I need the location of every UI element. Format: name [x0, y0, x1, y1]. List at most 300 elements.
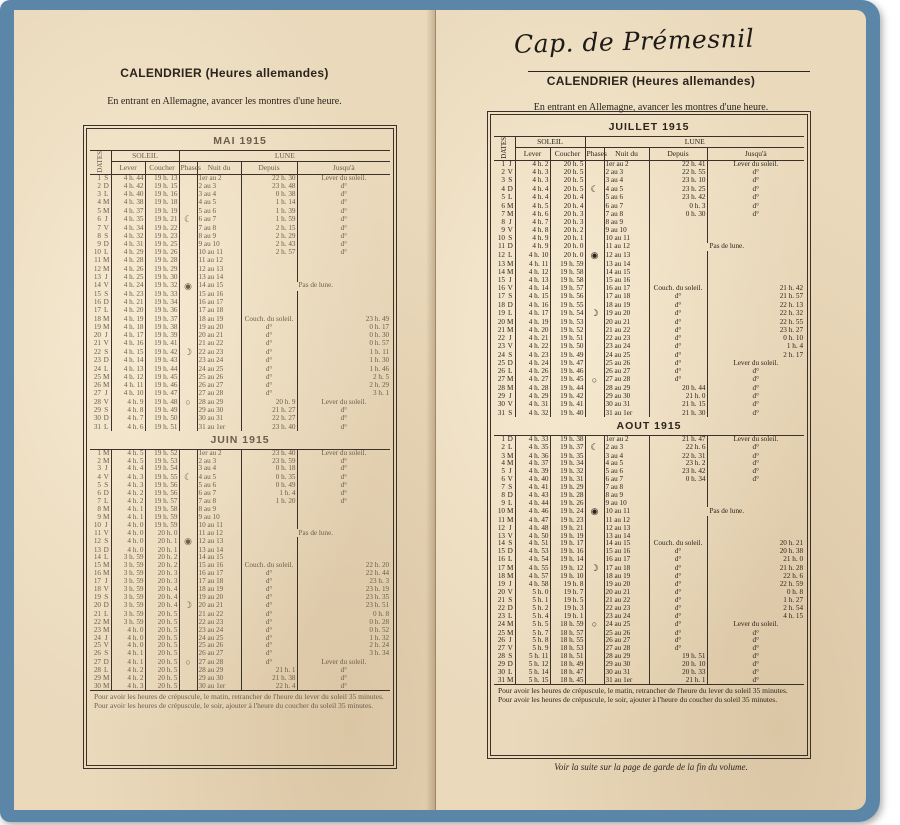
weekday-letter: V — [103, 281, 109, 290]
sunset-time: 19 h. 52 — [550, 326, 585, 334]
calendar-row — [90, 465, 390, 473]
moon-until: d° — [707, 476, 804, 484]
date-number: 4 — [97, 472, 101, 481]
moon-phase-icon — [179, 241, 197, 249]
moon-from — [241, 537, 297, 546]
sunset-time: 20 h. 2 — [145, 562, 179, 570]
night-of: 23 au 24 — [604, 612, 649, 620]
moon-phase-icon — [179, 586, 197, 594]
sunset-time: 19 h. 41 — [550, 401, 585, 409]
night-of: 25 au 26 — [604, 629, 649, 637]
moon-until — [297, 514, 390, 522]
sunrise-time: 5 h. 1 — [515, 596, 550, 604]
date-number: 23 — [497, 611, 505, 620]
moon-phase-icon — [585, 629, 604, 637]
weekday-letter: L — [104, 248, 109, 257]
moon-from: 21 h. 1 — [649, 677, 707, 685]
sunset-time: 20 h. 3 — [145, 578, 179, 586]
night-of: 12 au 13 — [197, 537, 241, 546]
moon-until: 0 h. 8 — [707, 589, 804, 597]
sunrise-time: 4 h. 43 — [515, 492, 550, 500]
date-number: 19 — [93, 592, 101, 601]
nuit-du-header: Nuit du — [604, 147, 649, 160]
night-of: 31 au 1er — [197, 423, 241, 431]
calendar-row — [90, 207, 390, 215]
weekday-letter: D — [507, 660, 513, 669]
moon-until — [707, 251, 804, 260]
date-number: 29 — [93, 674, 101, 683]
moon-phase-icon — [585, 260, 604, 268]
sunrise-time: 5 h. 0 — [515, 589, 550, 597]
date-number: 6 — [501, 475, 505, 484]
moon-until: d° — [297, 683, 390, 691]
sunset-time: 20 h. 4 — [145, 586, 179, 594]
weekday-letter: S — [508, 292, 513, 301]
night-of: 1er au 2 — [604, 435, 649, 443]
moon-from: 20 h. 44 — [649, 385, 707, 393]
moon-until: 22 h. 32 — [707, 309, 804, 318]
moon-from: 2 h. 15 — [241, 224, 297, 232]
weekday-letter: M — [507, 209, 514, 218]
date-number: 11 — [498, 515, 505, 524]
moon-from — [241, 514, 297, 522]
night-of: 10 au 11 — [197, 249, 241, 257]
night-of: 15 au 16 — [604, 548, 649, 556]
moon-phase-icon — [585, 285, 604, 293]
right-page — [436, 10, 866, 810]
bottom-note: Voir la suite sur la page de garde de la fin du volume. — [554, 762, 748, 772]
night-of: 4 au 5 — [604, 460, 649, 468]
night-of: 6 au 7 — [197, 490, 241, 498]
date-number: 27 — [497, 644, 505, 653]
moon-until: d° — [707, 468, 804, 476]
date-number: 7 — [97, 223, 101, 232]
sunrise-time: 4 h. 46 — [515, 507, 550, 516]
sunset-time: 18 h. 49 — [550, 661, 585, 669]
moon-from: d° — [649, 301, 707, 309]
month-header — [494, 118, 804, 160]
sunrise-time: 4 h. 8 — [515, 227, 550, 235]
sunrise-time: 4 h. 13 — [515, 277, 550, 285]
calendar-row — [494, 367, 804, 375]
handwriting-underline — [528, 71, 810, 72]
moon-from: d° — [241, 381, 297, 389]
sunrise-time: 4 h. 26 — [111, 265, 145, 273]
sunrise-time: 4 h. 12 — [515, 268, 550, 276]
sunrise-time: 4 h. 9 — [515, 243, 550, 251]
weekday-letter: M — [507, 384, 514, 393]
sunrise-time: 4 h. 35 — [111, 215, 145, 224]
calendar-row — [90, 215, 390, 224]
sunrise-time: 4 h. 2 — [515, 160, 550, 168]
sunrise-time: 4 h. 6 — [111, 423, 145, 431]
weekday-letter: L — [104, 190, 109, 199]
right-page-subtitle: En entrant en Allemagne, avancer les montres d'une heure. — [533, 102, 769, 113]
sunrise-time: 4 h. 41 — [515, 484, 550, 492]
moon-until — [297, 506, 390, 514]
calendar-row — [90, 537, 390, 546]
sunrise-time: 4 h. 58 — [515, 581, 550, 589]
moon-from: 23 h. 25 — [649, 185, 707, 194]
moon-phase-icon — [585, 293, 604, 301]
night-of: 17 au 18 — [604, 564, 649, 573]
moon-until: d° — [297, 207, 390, 215]
moon-phase-icon — [179, 299, 197, 307]
moon-until: Lever du soleil. — [707, 435, 804, 443]
sunrise-time: 4 h. 55 — [515, 564, 550, 573]
moon-until: d° — [297, 215, 390, 224]
left-page-subtitle: En entrant en Allemagne, avancer les montres d'une heure. — [107, 96, 342, 107]
moon-phase-icon: ☾ — [179, 215, 197, 224]
moon-until: d° — [297, 407, 390, 415]
moon-from: d° — [649, 589, 707, 597]
sunset-time: 19 h. 32 — [550, 468, 585, 476]
weekday-letter: D — [507, 300, 513, 309]
date-number: 18 — [497, 572, 505, 581]
moon-from: 21 h. 47 — [649, 435, 707, 443]
weekday-letter: V — [103, 397, 109, 406]
sunset-time: 19 h. 51 — [550, 335, 585, 343]
night-of: 27 au 28 — [197, 390, 241, 398]
night-of: 20 au 21 — [604, 589, 649, 597]
sunset-time: 19 h. 18 — [145, 199, 179, 207]
moon-from — [241, 506, 297, 514]
moon-phase-icon: ○ — [179, 398, 197, 407]
moon-phase-icon — [179, 449, 197, 457]
sunset-time: 19 h. 37 — [145, 315, 179, 323]
date-number: 28 — [497, 384, 505, 393]
moon-from: d° — [241, 570, 297, 578]
sunrise-time: 3 h. 59 — [111, 586, 145, 594]
moon-phase-icon — [179, 407, 197, 415]
sunrise-time: 4 h. 35 — [515, 443, 550, 452]
moon-phase-icon — [585, 653, 604, 661]
night-of: 24 au 25 — [604, 351, 649, 359]
sunset-time: 20 h. 1 — [145, 546, 179, 554]
moon-from: d° — [649, 612, 707, 620]
night-of: 2 au 3 — [197, 182, 241, 190]
moon-phase-icon — [585, 661, 604, 669]
moon-phase-icon — [179, 191, 197, 199]
sunrise-time: 4 h. 44 — [515, 500, 550, 508]
weekday-letter: S — [104, 406, 109, 415]
weekday-letter: S — [508, 176, 513, 185]
moon-until: 0 h. 8 — [297, 610, 390, 618]
date-number: 3 — [501, 451, 505, 460]
weekday-letter: V — [103, 528, 109, 537]
weekday-letter: M — [507, 259, 514, 268]
date-number: 2 — [97, 456, 101, 465]
night-of: 15 au 16 — [197, 562, 241, 570]
night-of: 24 au 25 — [197, 365, 241, 373]
night-of: 14 au 15 — [197, 554, 241, 562]
sunset-time: 19 h. 29 — [145, 265, 179, 273]
moon-from: Couch. du soleil. — [241, 562, 297, 570]
moon-phase-icon — [179, 626, 197, 634]
date-number: 2 — [501, 167, 505, 176]
date-number: 14 — [93, 553, 101, 562]
date-number: 26 — [93, 380, 101, 389]
moon-phase-icon — [585, 343, 604, 351]
moon-until: 21 h. 28 — [707, 564, 804, 573]
night-of: 30 au 31 — [604, 401, 649, 409]
night-of: 5 au 6 — [604, 468, 649, 476]
sunset-time: 19 h. 55 — [550, 301, 585, 309]
sunrise-time: 4 h. 11 — [111, 381, 145, 389]
sunrise-time: 4 h. 2 — [111, 667, 145, 675]
date-number: 22 — [93, 617, 101, 626]
moon-until: d° — [707, 376, 804, 385]
sunrise-time: 4 h. 50 — [515, 532, 550, 540]
moon-phase-icon: ○ — [585, 376, 604, 385]
date-number: 17 — [93, 306, 101, 315]
moon-from: 20 h. 10 — [649, 661, 707, 669]
sunrise-time: 4 h. 14 — [111, 357, 145, 365]
date-number: 23 — [497, 342, 505, 351]
sunset-time: 19 h. 35 — [550, 452, 585, 460]
moon-until: d° — [297, 182, 390, 190]
date-number: 28 — [93, 397, 101, 406]
weekday-letter: D — [103, 181, 109, 190]
weekday-letter: S — [508, 350, 513, 359]
weekday-letter: M — [507, 375, 514, 384]
night-of: 3 au 4 — [197, 191, 241, 199]
moon-phase-icon — [179, 506, 197, 514]
night-of: 23 au 24 — [604, 343, 649, 351]
night-of: 3 au 4 — [604, 177, 649, 185]
sunset-time: 20 h. 3 — [550, 210, 585, 218]
night-of: 21 au 22 — [604, 596, 649, 604]
date-number: 14 — [93, 281, 101, 290]
calendar-row — [90, 365, 390, 373]
weekday-letter: D — [103, 489, 109, 498]
night-of: 22 au 23 — [197, 348, 241, 357]
date-number: 3 — [97, 190, 101, 199]
moon-until: Lever du soleil. — [707, 359, 804, 367]
moon-until: 22 h. 20 — [297, 562, 390, 570]
sunset-time: 20 h. 4 — [550, 194, 585, 202]
sunrise-time: 4 h. 29 — [111, 249, 145, 257]
moon-until: 23 h. 27 — [707, 326, 804, 334]
moon-until: 22 h. 6 — [707, 573, 804, 581]
weekday-letter: M — [507, 267, 514, 276]
moon-phase-icon — [585, 385, 604, 393]
sunrise-time: 4 h. 4 — [515, 194, 550, 202]
moon-until: 21 h. 0 — [707, 556, 804, 564]
sunset-time: 19 h. 59 — [550, 260, 585, 268]
moon-until: d° — [707, 409, 804, 417]
sunset-time: 19 h. 21 — [145, 215, 179, 224]
date-number: 8 — [97, 231, 101, 240]
moon-from: 0 h. 49 — [241, 482, 297, 490]
moon-from: d° — [649, 335, 707, 343]
date-number: 5 — [501, 467, 505, 476]
moon-until: d° — [707, 661, 804, 669]
moon-from — [649, 524, 707, 532]
date-number: 19 — [497, 309, 505, 318]
sunset-time: 19 h. 44 — [550, 385, 585, 393]
moon-phase-icon — [585, 460, 604, 468]
moon-until: Lever du soleil. — [707, 160, 804, 168]
night-of: 16 au 17 — [197, 570, 241, 578]
moon-from: 1 h. 20 — [241, 498, 297, 506]
calendar-row — [494, 301, 804, 309]
weekday-letter: V — [507, 400, 513, 409]
sunrise-time: 4 h. 17 — [111, 331, 145, 339]
weekday-letter: J — [508, 580, 512, 589]
sunrise-time: 4 h. 48 — [515, 524, 550, 532]
date-number: 17 — [497, 292, 505, 301]
night-of: 6 au 7 — [604, 202, 649, 210]
moon-until — [297, 265, 390, 273]
calendar-row — [494, 243, 804, 251]
sunrise-time: 5 h. 15 — [515, 677, 550, 685]
sunrise-time: 4 h. 26 — [515, 367, 550, 375]
month-header — [494, 417, 804, 435]
moon-until: d° — [707, 393, 804, 401]
date-number: 12 — [497, 251, 505, 260]
moon-phase-icon: ○ — [179, 658, 197, 667]
sunset-time: 19 h. 58 — [550, 277, 585, 285]
calendar-row — [494, 202, 804, 210]
sunrise-time: 3 h. 59 — [111, 570, 145, 578]
sunset-time: 19 h. 46 — [145, 381, 179, 389]
moon-from: 1 h. 4 — [241, 490, 297, 498]
moon-from — [241, 265, 297, 273]
moon-phase-icon — [585, 160, 604, 168]
moon-phase-icon — [179, 634, 197, 642]
moon-until: d° — [297, 675, 390, 683]
date-number: 30 — [497, 400, 505, 409]
date-number: 13 — [497, 531, 505, 540]
weekday-letter: L — [104, 306, 109, 315]
sunset-time: 19 h. 36 — [145, 307, 179, 315]
weekday-letter: L — [104, 609, 109, 618]
moon-from: d° — [241, 340, 297, 348]
calendar-row — [90, 626, 390, 634]
sunset-time: 18 h. 51 — [550, 653, 585, 661]
sunset-time: 20 h. 5 — [145, 642, 179, 650]
calendar-row — [494, 435, 804, 443]
weekday-letter: M — [507, 620, 514, 629]
moon-phase-icon — [585, 677, 604, 685]
date-number: 17 — [497, 563, 505, 572]
sunset-time: 19 h. 7 — [550, 589, 585, 597]
sunset-time: 20 h. 5 — [145, 610, 179, 618]
sunrise-time: 4 h. 9 — [515, 235, 550, 243]
moon-from: d° — [649, 629, 707, 637]
night-of: 1er au 2 — [197, 174, 241, 182]
night-of: 22 au 23 — [197, 618, 241, 626]
date-number: 16 — [93, 298, 101, 307]
night-of: 16 au 17 — [604, 285, 649, 293]
date-number: 15 — [93, 561, 101, 570]
moon-from: d° — [649, 359, 707, 367]
moon-from: 21 h. 0 — [649, 393, 707, 401]
moon-from: d° — [649, 604, 707, 612]
date-number: 30 — [497, 667, 505, 676]
weekday-letter: D — [507, 358, 513, 367]
date-number: 5 — [97, 481, 101, 490]
weekday-letter: J — [508, 217, 512, 226]
moon-until: Lever du soleil. — [297, 658, 390, 667]
moon-until: d° — [297, 199, 390, 207]
moon-until: d° — [297, 415, 390, 423]
weekday-letter: M — [103, 505, 110, 514]
sunrise-time: 4 h. 34 — [111, 224, 145, 232]
night-of: 21 au 22 — [197, 340, 241, 348]
month-rows — [90, 449, 390, 690]
moon-phase-icon — [179, 667, 197, 675]
jusqua-header: Jusqu'à — [707, 147, 804, 160]
sunrise-time: 4 h. 11 — [515, 260, 550, 268]
moon-phase-icon — [179, 199, 197, 207]
date-number: 30 — [93, 414, 101, 423]
date-number: 1 — [97, 448, 101, 457]
sunrise-time: 4 h. 47 — [515, 516, 550, 524]
sunset-time: 19 h. 26 — [145, 249, 179, 257]
moon-until: 23 h. 3 — [297, 578, 390, 586]
sunset-time: 20 h. 1 — [145, 537, 179, 546]
weekday-letter: M — [103, 674, 110, 683]
night-of: 11 au 12 — [604, 516, 649, 524]
moon-from: d° — [649, 573, 707, 581]
weekday-letter: D — [507, 491, 513, 500]
date-number: 24 — [93, 633, 101, 642]
calendar-row — [90, 390, 390, 398]
sunset-time: 20 h. 1 — [550, 235, 585, 243]
moon-from: d° — [649, 556, 707, 564]
calendar-row — [90, 529, 390, 537]
moon-from: d° — [649, 293, 707, 301]
date-number: 31 — [93, 422, 101, 431]
date-number: 9 — [97, 512, 101, 521]
night-of: 8 au 9 — [197, 506, 241, 514]
moon-until: 0 h. 10 — [707, 335, 804, 343]
moon-from: d° — [649, 376, 707, 385]
weekday-letter: L — [508, 443, 513, 452]
sunset-time: 19 h. 42 — [550, 393, 585, 401]
sunset-time: 20 h. 5 — [145, 634, 179, 642]
date-number: 30 — [93, 681, 101, 690]
date-number: 11 — [94, 256, 101, 265]
moon-from: d° — [241, 365, 297, 373]
sunrise-time: 5 h. 2 — [515, 604, 550, 612]
moon-from: 23 h. 40 — [241, 449, 297, 457]
left-page — [14, 10, 436, 810]
sunset-time: 19 h. 58 — [550, 268, 585, 276]
date-number: 16 — [93, 569, 101, 578]
night-of: 11 au 12 — [197, 257, 241, 265]
moon-until: d° — [297, 232, 390, 240]
moon-from: d° — [241, 586, 297, 594]
sunset-time: 20 h. 4 — [550, 202, 585, 210]
moon-phase-icon: ○ — [585, 620, 604, 629]
sunset-time: 18 h. 59 — [550, 620, 585, 629]
calendar-row — [494, 401, 804, 409]
sunset-time: 19 h. 51 — [145, 423, 179, 431]
calendar-row — [494, 351, 804, 359]
night-of: 8 au 9 — [197, 232, 241, 240]
night-of: 10 au 11 — [197, 521, 241, 529]
date-number: 22 — [93, 347, 101, 356]
moon-from — [649, 260, 707, 268]
moon-until: d° — [707, 629, 804, 637]
moon-from — [649, 251, 707, 260]
moon-phase-icon — [179, 182, 197, 190]
moon-phase-icon: ◉ — [585, 507, 604, 516]
sunrise-time: 3 h. 59 — [111, 578, 145, 586]
